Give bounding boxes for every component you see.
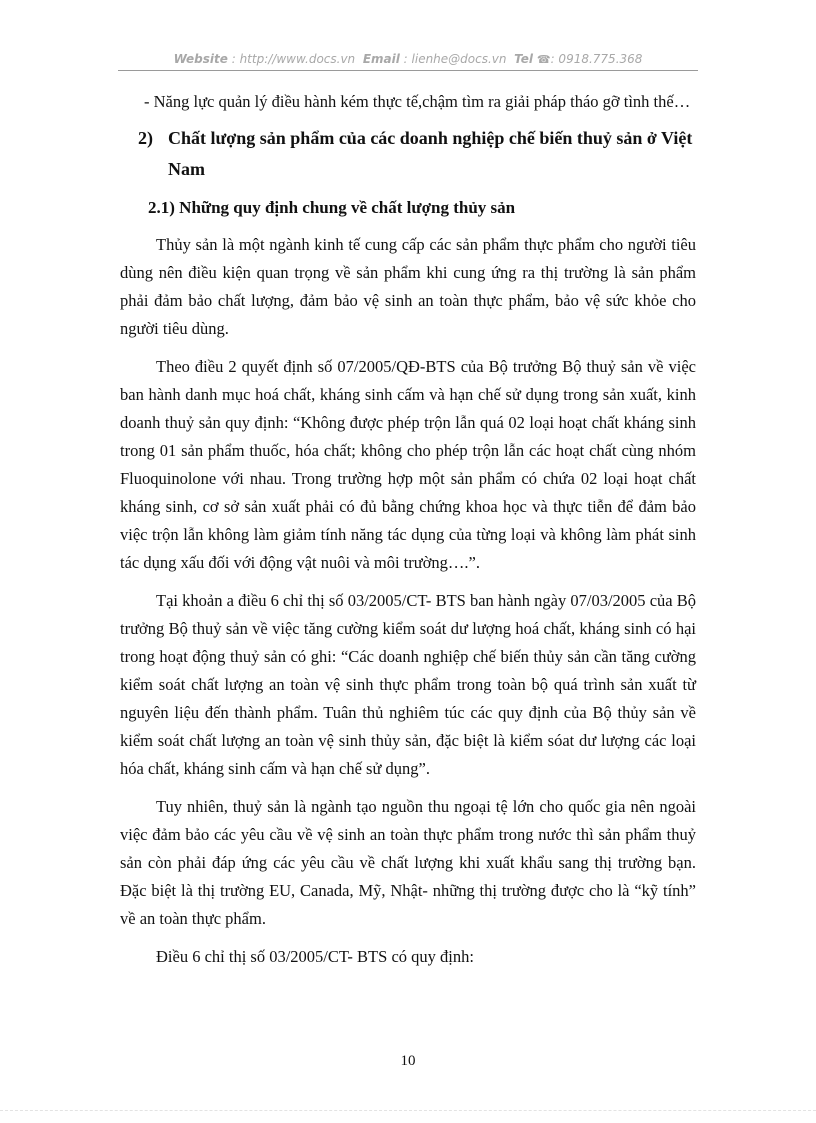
phone-icon: ☎: [536, 53, 551, 66]
paragraph-1: Thủy sản là một ngành kinh tế cung cấp các sản phẩm thực phẩm cho người tiêu dùng nên điều kiện quan trọng về sản phẩm khi cung ứng ra thị trường là sản phẩm phải đảm bảo chất lượng, đảm bảo vệ sinh an toàn thực phẩm, bảo vệ sức khỏe cho người tiêu dùng.: [120, 235, 696, 338]
section-heading: [120, 123, 696, 185]
website-value: : http://www.docs.vn: [231, 52, 356, 66]
email-value: : lienhe@docs.vn: [403, 52, 507, 66]
tel-label: Tel: [514, 52, 534, 66]
page-bottom-edge: [0, 1110, 816, 1111]
header-divider: [118, 70, 698, 71]
paragraph-5: Điều 6 chỉ thị số 03/2005/CT- BTS có quy định:: [156, 947, 474, 966]
tel-value: : 0918.775.368: [550, 52, 643, 66]
page-number: 10: [400, 1053, 416, 1069]
website-label: Website: [173, 52, 228, 66]
bullet-line: - Năng lực quản lý điều hành kém thực tế,chậm tìm ra giải pháp tháo gỡ tình thế…: [144, 92, 691, 111]
paragraph-3: Tại khoản a điều 6 chỉ thị số 03/2005/CT- BTS ban hành ngày 07/03/2005 của Bộ trưởng Bộ thuỷ sản về việc tăng cường kiểm soát dư lượng hoá chất, kháng sinh có hại trong hoạt động thuỷ sản có ghi: “Các doanh nghiệp chế biến thủy sản cần tăng cường kiểm soát chất lượng an toàn vệ sinh thực phẩm trong toàn bộ quá trình sản xuất từ nguyên liệu đến thành phẩm. Tuân thủ nghiêm túc các quy định của Bộ thủy sản về kiểm soát chất lượng an toàn vệ sinh thủy sản, đặc biệt là kiểm sóat dư lượng các loại hóa chất, kháng sinh cấm và hạn chế sử dụng”.: [120, 591, 696, 778]
subsection-heading: 2.1) Những quy định chung về chất lượng thủy sản: [148, 198, 516, 217]
document-body: [120, 88, 696, 981]
paragraph-2: Theo điều 2 quyết định số 07/2005/QĐ-BTS của Bộ trưởng Bộ thuỷ sản về việc ban hành danh mục hoá chất, kháng sinh cấm và hạn chế sử dụng trong sản xuất, kinh doanh thuỷ sản quy định: “Không được phép trộn lẫn quá 02 loại hoạt chất kháng sinh trong 01 sản phẩm thuốc, hóa chất; không cho phép trộn lẫn các hoạt chất cùng nhóm Fluoquinolone với nhau. Trong trường hợp một sản phẩm có chứa 02 loại hoạt chất kháng sinh, cơ sở sản xuất phải có đủ bằng chứng khoa học và thực tiễn để đảm bảo việc trộn lẫn không làm giảm tính năng tác dụng của từng loại và không làm phát sinh tác dụng xấu đối với động vật nuôi và môi trường….”.: [120, 357, 696, 572]
page-header: [118, 52, 698, 66]
email-label: Email: [362, 52, 400, 66]
section-number: 2): [138, 128, 153, 148]
paragraph-4: Tuy nhiên, thuỷ sản là ngành tạo nguồn thu ngoại tệ lớn cho quốc gia nên ngoài việc đảm bảo các yêu cầu về vệ sinh an toàn thực phẩm trong nước thì sản phẩm thuỷ sản còn phải đáp ứng các yêu cầu về chất lượng khi xuất khẩu sang thị trường bạn. Đặc biệt là thị trường EU, Canada, Mỹ, Nhật- những thị trường được cho là “kỹ tính” về an toàn thực phẩm.: [120, 797, 696, 928]
section-title: Chất lượng sản phẩm của các doanh nghiệp chế biến thuỷ sản ở Việt Nam: [168, 128, 693, 179]
